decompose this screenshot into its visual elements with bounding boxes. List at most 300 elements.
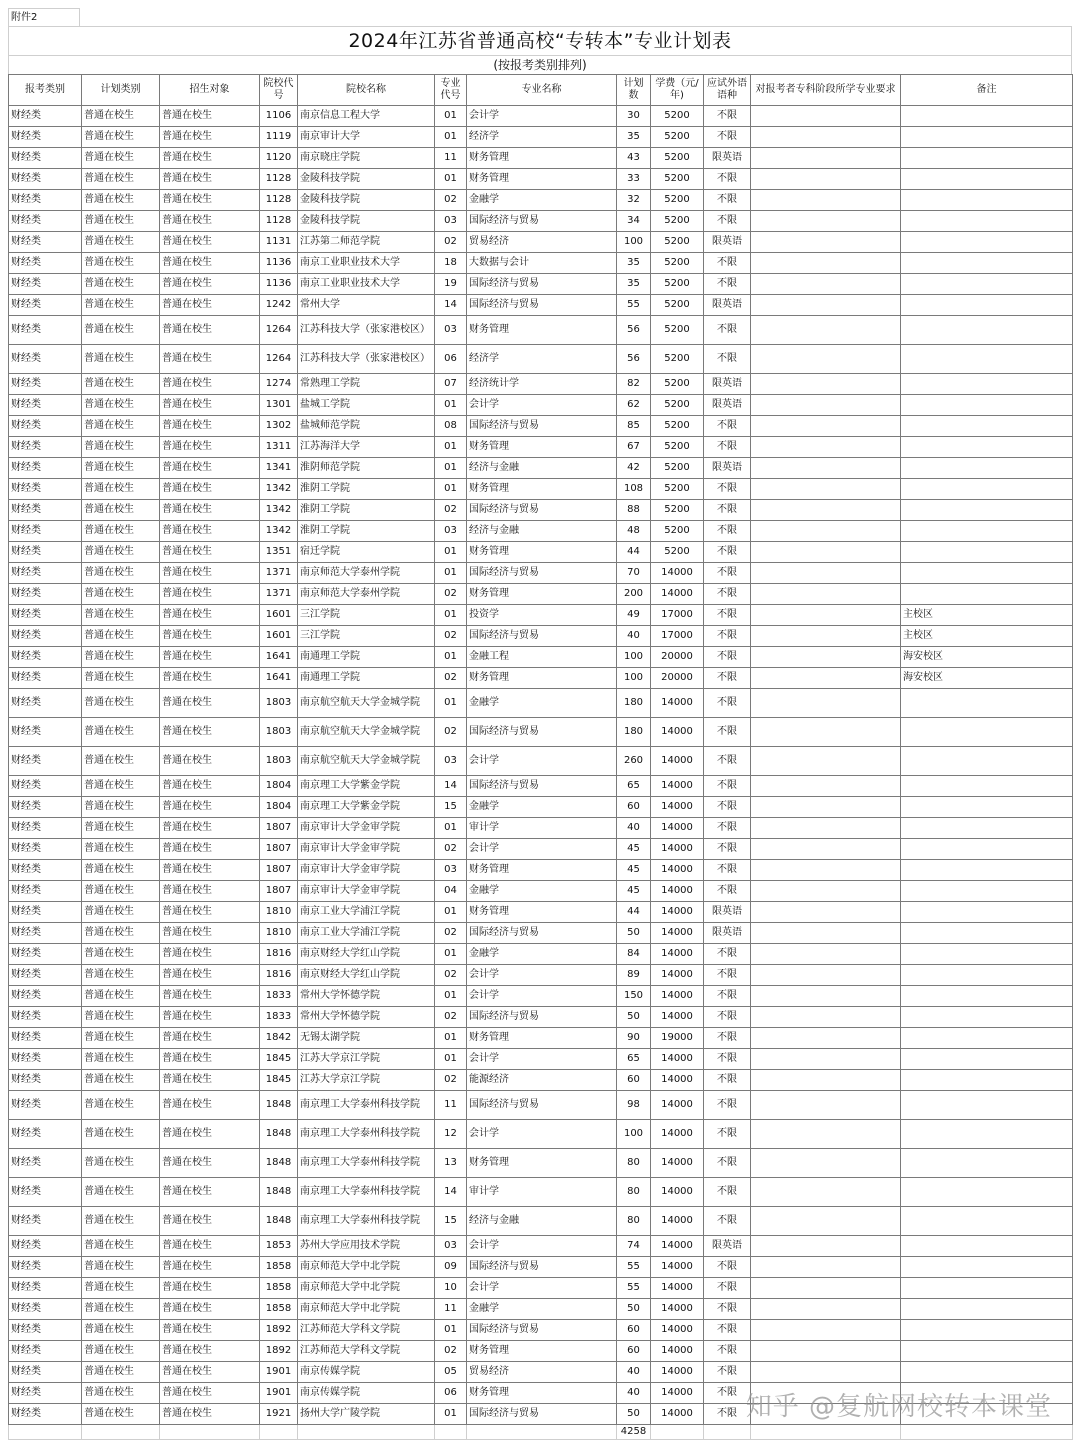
table-cell (751, 776, 901, 797)
table-cell (751, 818, 901, 839)
table-cell: 44 (617, 902, 651, 923)
table-cell: 35 (617, 253, 651, 274)
table-cell: 江苏科技大学（张家港校区） (298, 345, 435, 374)
table-cell: 02 (435, 626, 467, 647)
table-cell: 1807 (260, 818, 298, 839)
table-cell: 普通在校生 (160, 1178, 260, 1207)
total-plan-count: 4258 (617, 1425, 651, 1440)
header-cell: 应试外语语种 (704, 75, 751, 106)
table-cell: 财经类 (9, 1341, 82, 1362)
table-cell: 普通在校生 (160, 1320, 260, 1341)
table-cell: 90 (617, 1028, 651, 1049)
table-cell: 1816 (260, 944, 298, 965)
table-row (9, 458, 1073, 479)
table-cell: 普通在校生 (160, 647, 260, 668)
header-cell: 学费（元/年) (651, 75, 704, 106)
table-cell: 国际经济与贸易 (467, 1320, 617, 1341)
table-cell: 02 (435, 1070, 467, 1091)
table-cell: 金融学 (467, 190, 617, 211)
table-cell: 14000 (651, 563, 704, 584)
table-cell: 南京审计大学金审学院 (298, 839, 435, 860)
table-cell (751, 316, 901, 345)
header-cell: 院校代号 (260, 75, 298, 106)
table-cell (751, 881, 901, 902)
table-cell: 1342 (260, 521, 298, 542)
table-cell: 财经类 (9, 521, 82, 542)
table-cell: 财经类 (9, 668, 82, 689)
table-cell: 44 (617, 542, 651, 563)
table-cell: 1120 (260, 148, 298, 169)
table-cell: 1264 (260, 316, 298, 345)
table-cell: 14 (435, 776, 467, 797)
table-cell (901, 902, 1073, 923)
table-cell: 14 (435, 295, 467, 316)
table-cell: 不限 (704, 316, 751, 345)
table-cell: 普通在校生 (82, 923, 160, 944)
table-cell: 普通在校生 (82, 1278, 160, 1299)
table-cell (901, 689, 1073, 718)
table-cell: 南京审计大学金审学院 (298, 860, 435, 881)
table-row (9, 1341, 1073, 1362)
total-row (9, 1425, 1073, 1440)
table-cell: 盐城师范学院 (298, 416, 435, 437)
table-row (9, 148, 1073, 169)
table-row (9, 986, 1073, 1007)
table-cell: 南京财经大学红山学院 (298, 965, 435, 986)
table-cell: 经济与金融 (467, 521, 617, 542)
plan-table (8, 74, 1073, 1440)
table-cell: 经济与金融 (467, 458, 617, 479)
table-cell (901, 127, 1073, 148)
table-cell: 财务管理 (467, 668, 617, 689)
table-cell: 不限 (704, 818, 751, 839)
table-cell: 1128 (260, 169, 298, 190)
table-cell: 1833 (260, 1007, 298, 1028)
table-cell: 江苏海洋大学 (298, 437, 435, 458)
table-cell: 普通在校生 (160, 944, 260, 965)
table-cell: 普通在校生 (160, 986, 260, 1007)
table-cell: 普通在校生 (82, 211, 160, 232)
table-row (9, 232, 1073, 253)
table-row (9, 253, 1073, 274)
table-cell: 能源经济 (467, 1070, 617, 1091)
table-cell (901, 1236, 1073, 1257)
table-cell: 普通在校生 (160, 437, 260, 458)
table-cell (901, 1257, 1073, 1278)
table-cell: 1601 (260, 605, 298, 626)
table-cell: 5200 (651, 295, 704, 316)
table-cell: 财经类 (9, 190, 82, 211)
table-cell: 14000 (651, 1362, 704, 1383)
table-cell: 无锡太湖学院 (298, 1028, 435, 1049)
table-cell: 普通在校生 (82, 986, 160, 1007)
table-cell: 财经类 (9, 647, 82, 668)
table-cell: 1371 (260, 563, 298, 584)
table-cell: 普通在校生 (82, 1207, 160, 1236)
table-cell: 普通在校生 (160, 1362, 260, 1383)
table-cell: 南京师范大学中北学院 (298, 1257, 435, 1278)
table-cell: 不限 (704, 776, 751, 797)
table-cell: 普通在校生 (160, 1404, 260, 1425)
table-cell: 普通在校生 (82, 106, 160, 127)
table-cell: 金融学 (467, 689, 617, 718)
table-cell: 普通在校生 (82, 776, 160, 797)
table-row (9, 1236, 1073, 1257)
table-cell: 33 (617, 169, 651, 190)
table-cell: 普通在校生 (82, 295, 160, 316)
table-cell: 不限 (704, 1007, 751, 1028)
table-cell: 1119 (260, 127, 298, 148)
table-cell (751, 295, 901, 316)
table-cell: 不限 (704, 797, 751, 818)
table-cell: 江苏师范大学科文学院 (298, 1341, 435, 1362)
table-cell: 普通在校生 (160, 1341, 260, 1362)
table-cell: 1242 (260, 295, 298, 316)
table-cell: 1810 (260, 923, 298, 944)
table-cell: 5200 (651, 148, 704, 169)
table-cell: 普通在校生 (82, 1120, 160, 1149)
table-cell: 普通在校生 (160, 127, 260, 148)
table-cell (901, 500, 1073, 521)
table-cell: 60 (617, 1320, 651, 1341)
table-cell: 财经类 (9, 718, 82, 747)
table-cell: 不限 (704, 1207, 751, 1236)
table-cell: 5200 (651, 190, 704, 211)
table-cell: 11 (435, 148, 467, 169)
table-cell: 三江学院 (298, 626, 435, 647)
table-cell: 1264 (260, 345, 298, 374)
table-cell (901, 1149, 1073, 1178)
table-cell: 财务管理 (467, 1028, 617, 1049)
table-cell: 普通在校生 (160, 1257, 260, 1278)
table-cell: 普通在校生 (82, 374, 160, 395)
table-cell: 财经类 (9, 316, 82, 345)
table-cell: 普通在校生 (160, 1091, 260, 1120)
table-cell: 不限 (704, 1362, 751, 1383)
table-cell: 03 (435, 521, 467, 542)
table-cell (751, 797, 901, 818)
table-cell (901, 718, 1073, 747)
table-cell: 普通在校生 (160, 689, 260, 718)
table-cell: 17000 (651, 605, 704, 626)
table-cell: 普通在校生 (160, 1028, 260, 1049)
table-row (9, 1007, 1073, 1028)
table-cell: 南京航空航天大学金城学院 (298, 718, 435, 747)
table-cell: 审计学 (467, 1178, 617, 1207)
table-cell: 财经类 (9, 944, 82, 965)
table-row (9, 776, 1073, 797)
table-cell: 55 (617, 295, 651, 316)
table-cell: 02 (435, 839, 467, 860)
table-cell: 财经类 (9, 395, 82, 416)
table-cell: 14000 (651, 718, 704, 747)
table-cell (751, 521, 901, 542)
table-cell: 普通在校生 (160, 1299, 260, 1320)
table-cell: 普通在校生 (160, 106, 260, 127)
table-cell: 财经类 (9, 232, 82, 253)
table-cell: 不限 (704, 169, 751, 190)
table-cell: 会计学 (467, 1236, 617, 1257)
table-cell: 普通在校生 (160, 818, 260, 839)
table-cell: 南京师范大学泰州学院 (298, 584, 435, 605)
table-cell: 普通在校生 (82, 584, 160, 605)
table-cell: 南京理工大学泰州科技学院 (298, 1120, 435, 1149)
table-cell: 不限 (704, 1049, 751, 1070)
table-cell: 三江学院 (298, 605, 435, 626)
table-cell: 1641 (260, 668, 298, 689)
header-cell: 备注 (901, 75, 1073, 106)
table-cell: 14000 (651, 1091, 704, 1120)
table-cell: 05 (435, 1362, 467, 1383)
table-cell: 1803 (260, 689, 298, 718)
table-cell: 财务管理 (467, 542, 617, 563)
table-cell: 淮阴工学院 (298, 500, 435, 521)
table-cell: 07 (435, 374, 467, 395)
table-cell (901, 1341, 1073, 1362)
table-cell: 不限 (704, 965, 751, 986)
table-cell: 1131 (260, 232, 298, 253)
table-cell: 财务管理 (467, 479, 617, 500)
table-cell (901, 1362, 1073, 1383)
table-cell: 01 (435, 563, 467, 584)
table-cell: 国际经济与贸易 (467, 1257, 617, 1278)
table-cell: 普通在校生 (160, 1149, 260, 1178)
table-cell: 普通在校生 (160, 747, 260, 776)
table-cell (901, 747, 1073, 776)
table-cell: 不限 (704, 689, 751, 718)
table-cell (751, 1236, 901, 1257)
table-cell: 国际经济与贸易 (467, 1091, 617, 1120)
table-cell: 普通在校生 (160, 839, 260, 860)
table-cell: 1274 (260, 374, 298, 395)
table-cell: 普通在校生 (82, 689, 160, 718)
table-cell: 普通在校生 (160, 345, 260, 374)
table-cell: 200 (617, 584, 651, 605)
table-row (9, 1149, 1073, 1178)
table-cell: 40 (617, 1362, 651, 1383)
table-row (9, 542, 1073, 563)
table-cell: 普通在校生 (82, 148, 160, 169)
table-cell (751, 190, 901, 211)
table-cell: 20000 (651, 647, 704, 668)
table-cell: 普通在校生 (160, 295, 260, 316)
table-cell: 南通理工学院 (298, 668, 435, 689)
table-cell: 1342 (260, 479, 298, 500)
table-cell (901, 1278, 1073, 1299)
table-cell: 不限 (704, 437, 751, 458)
table-row (9, 395, 1073, 416)
table-cell: 财经类 (9, 902, 82, 923)
table-cell: 98 (617, 1091, 651, 1120)
table-cell: 财务管理 (467, 1383, 617, 1404)
table-cell: 财经类 (9, 1070, 82, 1091)
table-cell: 普通在校生 (160, 1383, 260, 1404)
table-cell: 02 (435, 1341, 467, 1362)
table-cell (901, 1320, 1073, 1341)
table-cell: 01 (435, 106, 467, 127)
table-cell: 不限 (704, 626, 751, 647)
table-cell: 财务管理 (467, 860, 617, 881)
table-cell: 财经类 (9, 818, 82, 839)
table-cell: 扬州大学广陵学院 (298, 1404, 435, 1425)
table-cell: 不限 (704, 190, 751, 211)
table-cell: 10 (435, 1278, 467, 1299)
table-cell: 财经类 (9, 437, 82, 458)
table-cell: 02 (435, 584, 467, 605)
table-cell: 1848 (260, 1091, 298, 1120)
table-cell: 不限 (704, 106, 751, 127)
table-cell: 财经类 (9, 1383, 82, 1404)
table-cell: 43 (617, 148, 651, 169)
table-cell: 普通在校生 (160, 860, 260, 881)
table-cell: 盐城工学院 (298, 395, 435, 416)
table-cell (901, 295, 1073, 316)
spreadsheet (8, 8, 1072, 1440)
table-cell: 金融学 (467, 881, 617, 902)
table-cell: 普通在校生 (160, 190, 260, 211)
table-row (9, 316, 1073, 345)
table-cell: 国际经济与贸易 (467, 416, 617, 437)
table-cell: 1858 (260, 1257, 298, 1278)
table-cell: 14000 (651, 881, 704, 902)
table-cell: 会计学 (467, 1278, 617, 1299)
table-cell: 不限 (704, 1320, 751, 1341)
table-cell: 1848 (260, 1178, 298, 1207)
table-cell: 01 (435, 647, 467, 668)
table-cell: 02 (435, 1007, 467, 1028)
table-cell: 淮阴工学院 (298, 521, 435, 542)
table-cell: 普通在校生 (160, 253, 260, 274)
table-cell: 100 (617, 668, 651, 689)
table-cell: 普通在校生 (82, 797, 160, 818)
table-cell: 11 (435, 1299, 467, 1320)
table-cell (751, 127, 901, 148)
table-cell: 5200 (651, 374, 704, 395)
table-cell: 60 (617, 797, 651, 818)
table-cell: 审计学 (467, 818, 617, 839)
table-row (9, 839, 1073, 860)
table-cell: 不限 (704, 605, 751, 626)
table-cell (901, 1178, 1073, 1207)
table-cell: 08 (435, 416, 467, 437)
table-cell: 5200 (651, 211, 704, 232)
table-cell: 经济学 (467, 345, 617, 374)
table-cell: 1351 (260, 542, 298, 563)
table-cell: 南京理工大学泰州科技学院 (298, 1178, 435, 1207)
table-cell: 普通在校生 (82, 190, 160, 211)
table-cell: 14000 (651, 1120, 704, 1149)
table-cell: 1810 (260, 902, 298, 923)
table-cell: 不限 (704, 1341, 751, 1362)
table-cell: 不限 (704, 1299, 751, 1320)
table-cell: 主校区 (901, 626, 1073, 647)
table-cell: 江苏师范大学科文学院 (298, 1320, 435, 1341)
table-cell (901, 190, 1073, 211)
table-cell: 04 (435, 881, 467, 902)
table-row (9, 747, 1073, 776)
table-cell: 14000 (651, 584, 704, 605)
table-cell: 财经类 (9, 881, 82, 902)
table-cell: 财经类 (9, 626, 82, 647)
table-row (9, 1299, 1073, 1320)
table-cell (751, 1278, 901, 1299)
table-cell: 金陵科技学院 (298, 211, 435, 232)
table-cell: 不限 (704, 1070, 751, 1091)
table-cell (901, 1049, 1073, 1070)
table-cell: 49 (617, 605, 651, 626)
table-cell: 不限 (704, 1091, 751, 1120)
table-cell: 会计学 (467, 965, 617, 986)
table-cell: 普通在校生 (82, 626, 160, 647)
table-cell: 1601 (260, 626, 298, 647)
header-row (9, 75, 1073, 106)
table-cell: 不限 (704, 127, 751, 148)
table-cell: 100 (617, 232, 651, 253)
table-cell: 普通在校生 (82, 1404, 160, 1425)
table-cell: 5200 (651, 542, 704, 563)
table-cell: 1807 (260, 860, 298, 881)
table-cell: 财经类 (9, 689, 82, 718)
table-row (9, 718, 1073, 747)
table-cell: 财经类 (9, 1091, 82, 1120)
table-cell: 普通在校生 (82, 1257, 160, 1278)
table-cell: 15 (435, 1207, 467, 1236)
table-cell: 财经类 (9, 1404, 82, 1425)
table-cell: 财经类 (9, 416, 82, 437)
table-cell: 普通在校生 (160, 542, 260, 563)
table-cell: 财经类 (9, 500, 82, 521)
table-cell: 普通在校生 (82, 1028, 160, 1049)
table-cell (901, 776, 1073, 797)
table-cell: 01 (435, 818, 467, 839)
table-cell: 普通在校生 (82, 500, 160, 521)
table-cell: 南京传媒学院 (298, 1383, 435, 1404)
table-cell: 100 (617, 1120, 651, 1149)
table-row (9, 605, 1073, 626)
table-cell: 普通在校生 (82, 902, 160, 923)
table-cell: 普通在校生 (82, 747, 160, 776)
table-cell: 普通在校生 (82, 1362, 160, 1383)
table-cell: 普通在校生 (160, 797, 260, 818)
table-cell: 金融学 (467, 1299, 617, 1320)
table-cell: 02 (435, 190, 467, 211)
table-cell: 财务管理 (467, 584, 617, 605)
table-cell: 34 (617, 211, 651, 232)
table-cell: 财经类 (9, 923, 82, 944)
table-cell: 1342 (260, 500, 298, 521)
table-cell: 普通在校生 (82, 718, 160, 747)
table-cell: 南京师范大学中北学院 (298, 1278, 435, 1299)
table-cell: 60 (617, 1070, 651, 1091)
table-cell: 19000 (651, 1028, 704, 1049)
table-cell: 40 (617, 818, 651, 839)
table-cell: 14000 (651, 839, 704, 860)
table-cell (901, 860, 1073, 881)
table-cell: 南京航空航天大学金城学院 (298, 689, 435, 718)
table-cell: 不限 (704, 584, 751, 605)
table-cell: 普通在校生 (82, 647, 160, 668)
table-cell: 不限 (704, 542, 751, 563)
table-row (9, 626, 1073, 647)
table-cell: 普通在校生 (160, 605, 260, 626)
table-cell: 260 (617, 747, 651, 776)
table-row (9, 1091, 1073, 1120)
table-cell: 普通在校生 (160, 458, 260, 479)
table-cell: 1858 (260, 1299, 298, 1320)
table-cell: 限英语 (704, 148, 751, 169)
table-cell: 金陵科技学院 (298, 169, 435, 190)
table-row (9, 127, 1073, 148)
